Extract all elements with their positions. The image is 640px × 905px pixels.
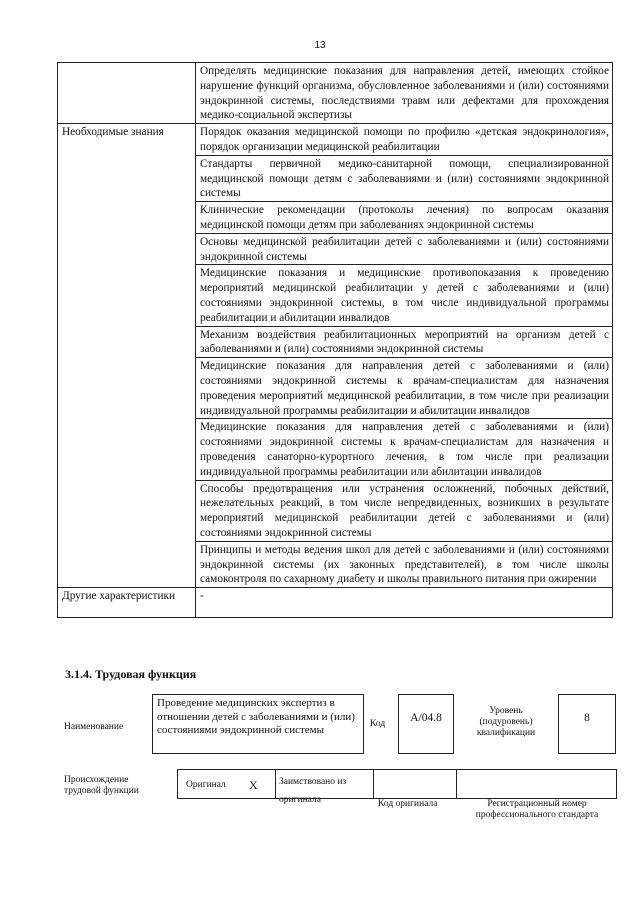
section-title: 3.1.4. Трудовая функция [65, 667, 197, 681]
code-label: Код [370, 719, 386, 729]
table-row [58, 124, 613, 156]
knowledge-item: Порядок оказания медицинской помощи по профилю «детская эндокринология», порядок организации медицинской реабилитации [196, 124, 613, 156]
table-row [58, 588, 613, 618]
knowledge-item: Медицинские показания для направления детей с заболеваниями и (или) состояниями эндокринной системы к врачам-специалистам для назначения и проведения санаторно-курортного лечения, в том числе при реализации индивидуальной программы реабилитации или абилитации инвалидов [196, 419, 613, 480]
knowledge-item: Способы предотвращения или устранения осложнений, побочных действий, нежелательных реакций, в том числе непредвиденных, возникших в результате мероприятий медицинской реабилитации детей с заболеваниями и (или) состояниями эндокринной системы [196, 480, 613, 541]
function-name: Проведение медицинских экспертиз в отношении детей с заболеваниями и (или) состояниями эндокринной системы [152, 694, 364, 754]
other-value: - [196, 588, 613, 618]
original-label: Оригинал [186, 780, 226, 790]
knowledge-item: Механизм воздействия реабилитационных мероприятий на организм детей с заболеваниями и (или) состояниями эндокринной системы [196, 326, 613, 358]
original-code-box [373, 769, 457, 799]
function-code: А/04.8 [398, 694, 454, 754]
origin-label: Происхождение трудовой функции [64, 775, 139, 796]
label-cell-empty [58, 63, 196, 124]
level-label: Уровень (подуровень) квалификации [476, 706, 536, 738]
top-row-text: Определять медицинские показания для направления детей, имеющих стойкое нарушение функций организма, обусловленное заболеваниями и (или) состояниями эндокринной системы, последствиями травм или дефектами для прохождения медико-социальной экспертизы [196, 63, 613, 124]
borrowed-label: Заимствовано из оригинала [279, 777, 347, 805]
level-value: 8 [558, 694, 616, 754]
other-label: Другие характеристики [58, 588, 196, 618]
reg-caption: Регистрационный номер профессионального стандарта [475, 799, 599, 820]
table-row [58, 63, 613, 124]
knowledge-item: Стандарты первичной медико-санитарной помощи, специализированной медицинской помощи детям с заболеваниями и (или) состояниями эндокринной системы [196, 155, 613, 201]
knowledge-item: Основы медицинской реабилитации детей с заболеваниями и (или) состояниями эндокринной системы [196, 233, 613, 265]
knowledge-label: Необходимые знания [58, 124, 196, 588]
code-caption: Код оригинала [378, 799, 438, 809]
original-mark: X [249, 778, 258, 792]
knowledge-table [57, 62, 613, 618]
knowledge-item: Клинические рекомендации (протоколы лечения) по вопросам оказания медицинской помощи детям при заболеваниях эндокринной системы [196, 202, 613, 234]
knowledge-item: Медицинские показания для направления детей с заболеваниями и (или) состояниями эндокринной системы к врачам-специалистам для назначения проведения мероприятий медицинской реабилитации, в том числе при реализации индивидуальной программы реабилитации и абилитации инвалидов [196, 358, 613, 419]
borrowed-box [275, 769, 374, 805]
reg-number-box [456, 769, 617, 799]
knowledge-item: Медицинские показания и медицинские противопоказания к проведению мероприятий медицинской реабилитации у детей с заболеваниями и (или) состояниями эндокринной системы, в том числе индивидуальной программы реабилитации и абилитации инвалидов [196, 265, 613, 326]
knowledge-item: Принципы и методы ведения школ для детей с заболеваниями и (или) состояниями эндокринной системы (их законных представителей), в том числе школы самоконтроля по сахарному диабету и школы правильного питания при ожирении [196, 541, 613, 587]
name-label: Наименование [64, 722, 124, 732]
page-number: 13 [314, 40, 326, 51]
